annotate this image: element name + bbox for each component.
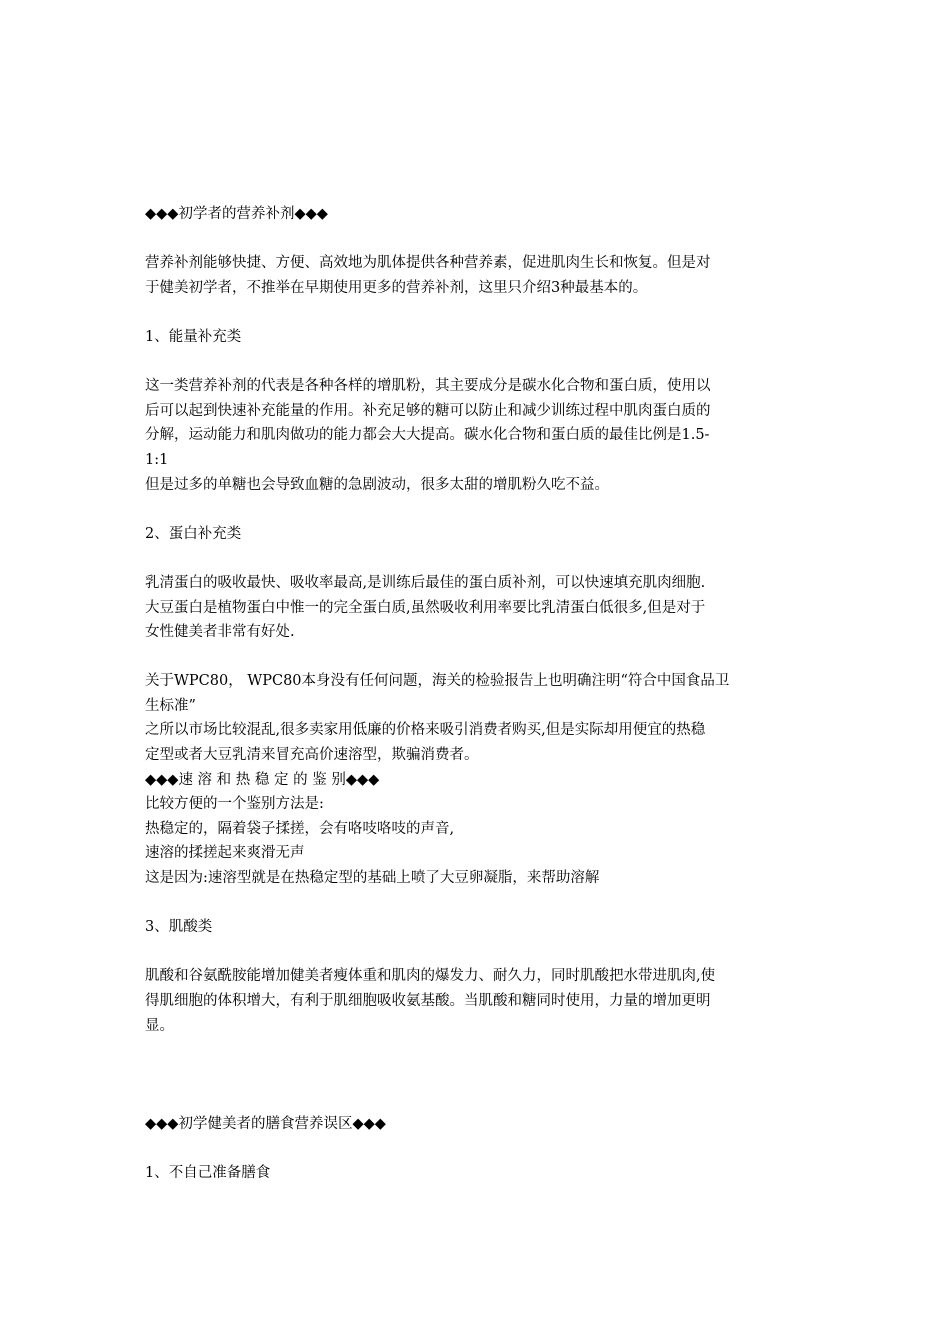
intro-paragraph bbox=[145, 251, 810, 300]
text-line: 得肌细胞的体积增大，有利于肌细胞吸收氨基酸。当肌酸和糖同时使用，力量的增加更明 bbox=[145, 993, 711, 1009]
sub-heading: ◆◆◆速 溶 和 热 稳 定 的 鉴 别◆◆◆ bbox=[145, 771, 380, 788]
document-page bbox=[145, 202, 810, 1186]
text-line: 后可以起到快速补充能量的作用。补充足够的糖可以防止和减少训练过程中肌肉蛋白质的 bbox=[145, 402, 711, 419]
text-line: 乳清蛋白的吸收最快、吸收率最高,是训练后最佳的蛋白质补剂，可以快速填充肌肉细胞. bbox=[145, 574, 706, 591]
section-heading: ◆◆◆初学健美者的膳食营养误区◆◆◆ bbox=[145, 1115, 386, 1132]
creatine-paragraph bbox=[145, 964, 810, 1038]
text-line: 肌酸和谷氨酰胺能增加健美者瘦体重和肌肉的爆发力、耐久力，同时肌酸把水带进肌肉,使 bbox=[145, 968, 716, 985]
text-line: 关于WPC80， WPC80本身没有任何问题，海关的检验报告上也明确注明“符合中国食品卫 bbox=[145, 673, 730, 690]
protein-paragraph bbox=[145, 571, 810, 645]
text-line: 热稳定的，隔着袋子揉搓，会有咯吱咯吱的声音, bbox=[145, 820, 455, 837]
identify-paragraph bbox=[145, 792, 810, 890]
text-line: 这一类营养补剂的代表是各种各样的增肌粉，其主要成分是碳水化合物和蛋白质，使用以 bbox=[145, 378, 711, 395]
text-line: 于健美初学者，不推举在早期使用更多的营养补剂，这里只介绍3种最基本的。 bbox=[145, 279, 648, 296]
item-title: 2、蛋白补充类 bbox=[145, 525, 242, 542]
text-line: 女性健美者非常有好处. bbox=[145, 624, 295, 641]
text-line: 速溶的揉搓起来爽滑无声 bbox=[145, 845, 305, 862]
text-line: 大豆蛋白是植物蛋白中惟一的完全蛋白质,虽然吸收利用率要比乳清蛋白低很多,但是对于 bbox=[145, 599, 706, 616]
energy-paragraph bbox=[145, 374, 810, 497]
item-title: 1、不自己准备膳食 bbox=[145, 1165, 271, 1182]
text-line: 这是因为:速溶型就是在热稳定型的基础上喷了大豆卵凝脂，来帮助溶解 bbox=[145, 870, 600, 887]
text-line: 1:1 bbox=[145, 451, 169, 468]
item-title: 1、能量补充类 bbox=[145, 328, 242, 345]
text-line: 比较方便的一个鉴别方法是: bbox=[145, 796, 324, 813]
text-line: 营养补剂能够快捷、方便、高效地为肌体提供各种营养素，促进肌肉生长和恢复。但是对 bbox=[145, 255, 711, 272]
text-line: 分解，运动能力和肌肉做功的能力都会大大提高。碳水化合物和蛋白质的最佳比例是1.5- bbox=[145, 427, 710, 444]
text-line: 之所以市场比较混乱,很多卖家用低廉的价格来吸引消费者购买,但是实际却用便宜的热稳 bbox=[145, 722, 706, 739]
text-line: 生标准” bbox=[145, 697, 196, 714]
wpc-paragraph bbox=[145, 669, 810, 767]
text-line: 显。 bbox=[145, 1017, 174, 1034]
section-heading: ◆◆◆初学者的营养补剂◆◆◆ bbox=[145, 206, 328, 222]
text-line: 但是过多的单糖也会导致血糖的急剧波动，很多太甜的增肌粉久吃不益。 bbox=[145, 476, 609, 493]
text-line: 定型或者大豆乳清来冒充高价速溶型，欺骗消费者。 bbox=[145, 747, 479, 764]
item-title: 3、肌酸类 bbox=[145, 919, 213, 936]
